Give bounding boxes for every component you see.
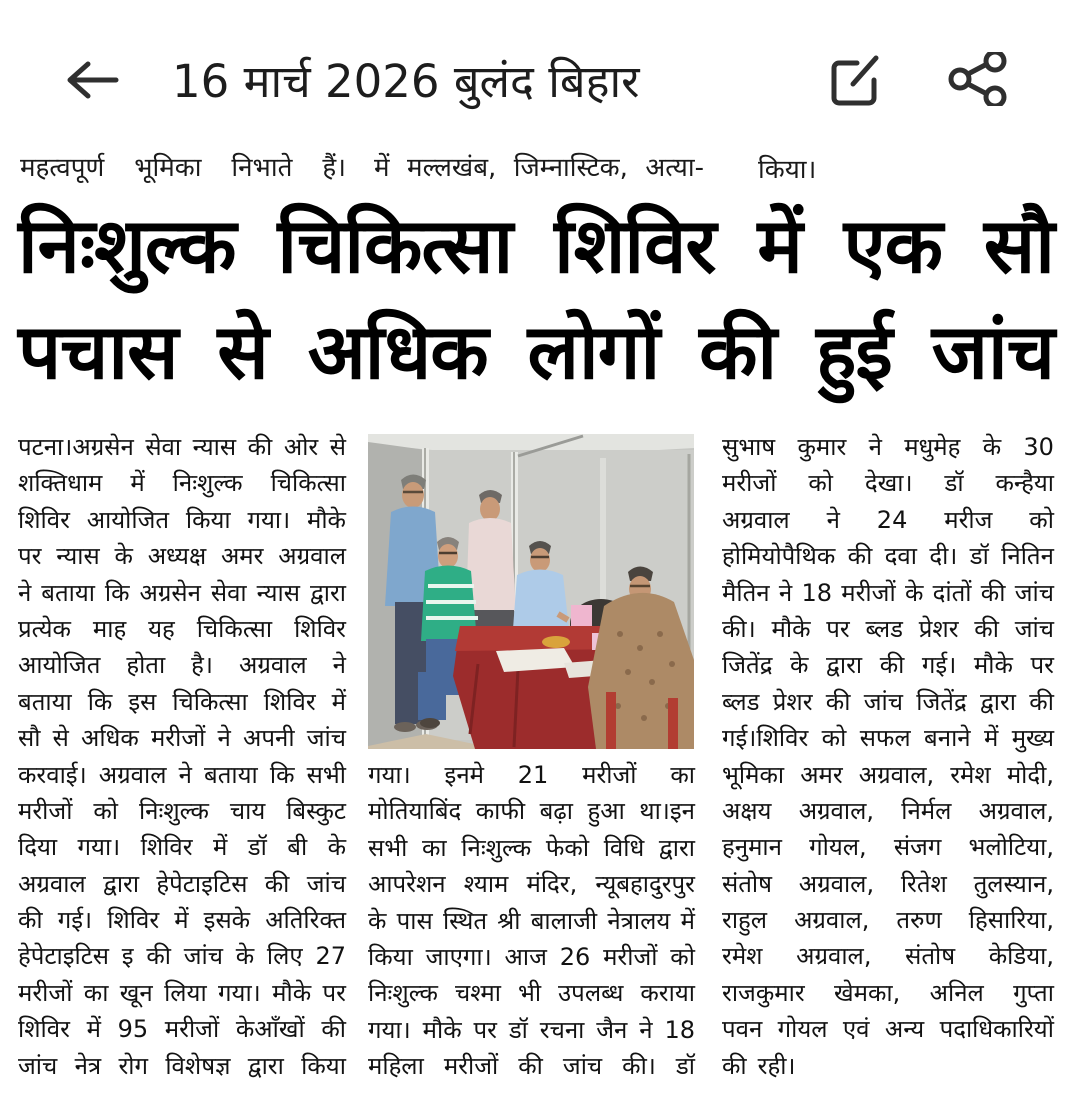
page-title: 16 मार्च 2026 बुलंद बिहार [172,55,640,108]
text-line: महत्वपूर्ण भूमिका निभाते हैं। [20,153,346,183]
article-column-right [722,429,1054,1084]
text-line: मरीजों को निःशुल्क चाय बिस्कुट [18,796,346,825]
text-line: हेपेटाइटिस इ की जांच के लिए 27 [18,942,346,971]
text-line: करवाई। अग्रवाल ने बताया कि सभी [18,760,346,789]
text-line: शिविर आयोजित किया गया। मौके [18,505,346,534]
text-line: मरीजों को देखा। डॉ कन्हैया [722,469,1054,498]
share-button[interactable] [948,52,1010,106]
back-button[interactable] [62,58,120,102]
text-line: ने बताया कि अग्रसेन सेवा न्यास द्वारा [18,578,346,607]
text-line: मरीजों का खून लिया गया। मौके पर [18,978,346,1007]
text-line: हनुमान गोयल, संजग भलोटिया, [722,833,1054,862]
back-arrow-icon [62,87,120,106]
article-headline [18,196,1054,408]
text-line: प्रत्येक माह यह चिकित्सा शिविर [18,614,346,643]
share-icon [948,91,1010,110]
app-header [0,0,1080,140]
text-line: पर न्यास के अध्यक्ष अमर अग्रवाल [18,542,346,571]
text-line: दिया गया। शिविर में डॉ बी के [18,833,346,862]
cutoff-text-right: किया। [758,155,817,185]
text-line: अक्षय अग्रवाल, निर्मल अग्रवाल, [722,796,1054,825]
text-line: पटना।अग्रसेन सेवा न्यास की ओर से [18,433,346,461]
text-line: आपरेशन श्याम मंदिर, न्यूबहादुरपुर [368,870,695,899]
cutoff-text-middle [374,150,704,186]
article-column-middle [368,757,695,1085]
text-line: में मल्लखंब, जिम्नास्टिक, अत्या- [374,153,704,183]
text-line: अग्रवाल द्वारा हेपेटाइटिस की जांच [18,869,346,898]
text-line: निःशुल्क चिकित्सा शिविर में एक सौ [18,201,1054,290]
text-line: आयोजित होता है। अग्रवाल ने [18,651,346,680]
edit-compose-icon [826,95,886,114]
cutoff-text-left [20,150,346,186]
text-line: के पास स्थित श्री बालाजी नेत्रालय में [368,906,695,935]
text-line: निःशुल्क चश्मा भी उपलब्ध कराया [368,979,695,1008]
text-line: रमेश अग्रवाल, संतोष केडिया, [722,942,1054,971]
text-line: अग्रवाल ने 24 मरीज को [722,505,1054,534]
text-line: होमियोपैथिक की दवा दी। डॉ नितिन [722,542,1054,571]
text-line: शक्तिधाम में निःशुल्क चिकित्सा [18,469,346,498]
text-line: की। मौके पर ब्लड प्रेशर की जांच [722,614,1054,643]
text-line: गया। मौके पर डॉ रचना जैन ने 18 [368,1015,695,1044]
text-line: पवन गोयल एवं अन्य पदाधिकारियों [722,1015,1054,1044]
text-line: की रही। [722,1051,796,1080]
text-line: राजकुमार खेमका, अनिल गुप्ता [722,978,1054,1007]
text-line: मोतियाबिंद काफी बढ़ा हुआ था।इन [368,797,695,826]
text-line: संतोष अग्रवाल, रितेश तुलस्यान, [722,869,1054,898]
text-line: भूमिका अमर अग्रवाल, रमेश मोदी, [722,760,1054,789]
text-line: बताया कि इस चिकित्सा शिविर में [18,687,346,716]
text-line: राहुल अग्रवाल, तरुण हिसारिया, [722,906,1054,935]
text-line: मैतिन ने 18 मरीजों के दांतों की जांच [722,578,1054,607]
article-photo [368,434,694,749]
text-line: पचास से अधिक लोगों की हुई जांच [18,307,1054,396]
edit-button[interactable] [826,48,886,110]
text-line: किया जाएगा। आज 26 मरीजों को [368,942,695,971]
text-line: जांच नेत्र रोग विशेषज्ञ द्वारा किया [18,1051,346,1080]
text-line: की गई। शिविर में इसके अतिरिक्त [18,906,346,935]
text-line: ब्लड प्रेशर की जांच जितेंद्र द्वारा की [722,687,1054,716]
article-column-left [18,429,346,1084]
text-line: सौ से अधिक मरीजों ने अपनी जांच [18,724,346,753]
text-line: सभी का निःशुल्क फेको विधि द्वारा [368,833,695,862]
text-line: जितेंद्र के द्वारा की गई। मौके पर [722,651,1054,680]
text-line: गई।शिविर को सफल बनाने में मुख्य [722,724,1054,753]
text-line: गया। इनमे 21 मरीजों का [368,761,695,789]
text-line: महिला मरीजों की जांच की। डॉ [368,1052,695,1081]
text-line: शिविर में 95 मरीजों केआँखों की [18,1015,346,1044]
text-line: सुभाष कुमार ने मधुमेह के 30 [722,433,1054,461]
